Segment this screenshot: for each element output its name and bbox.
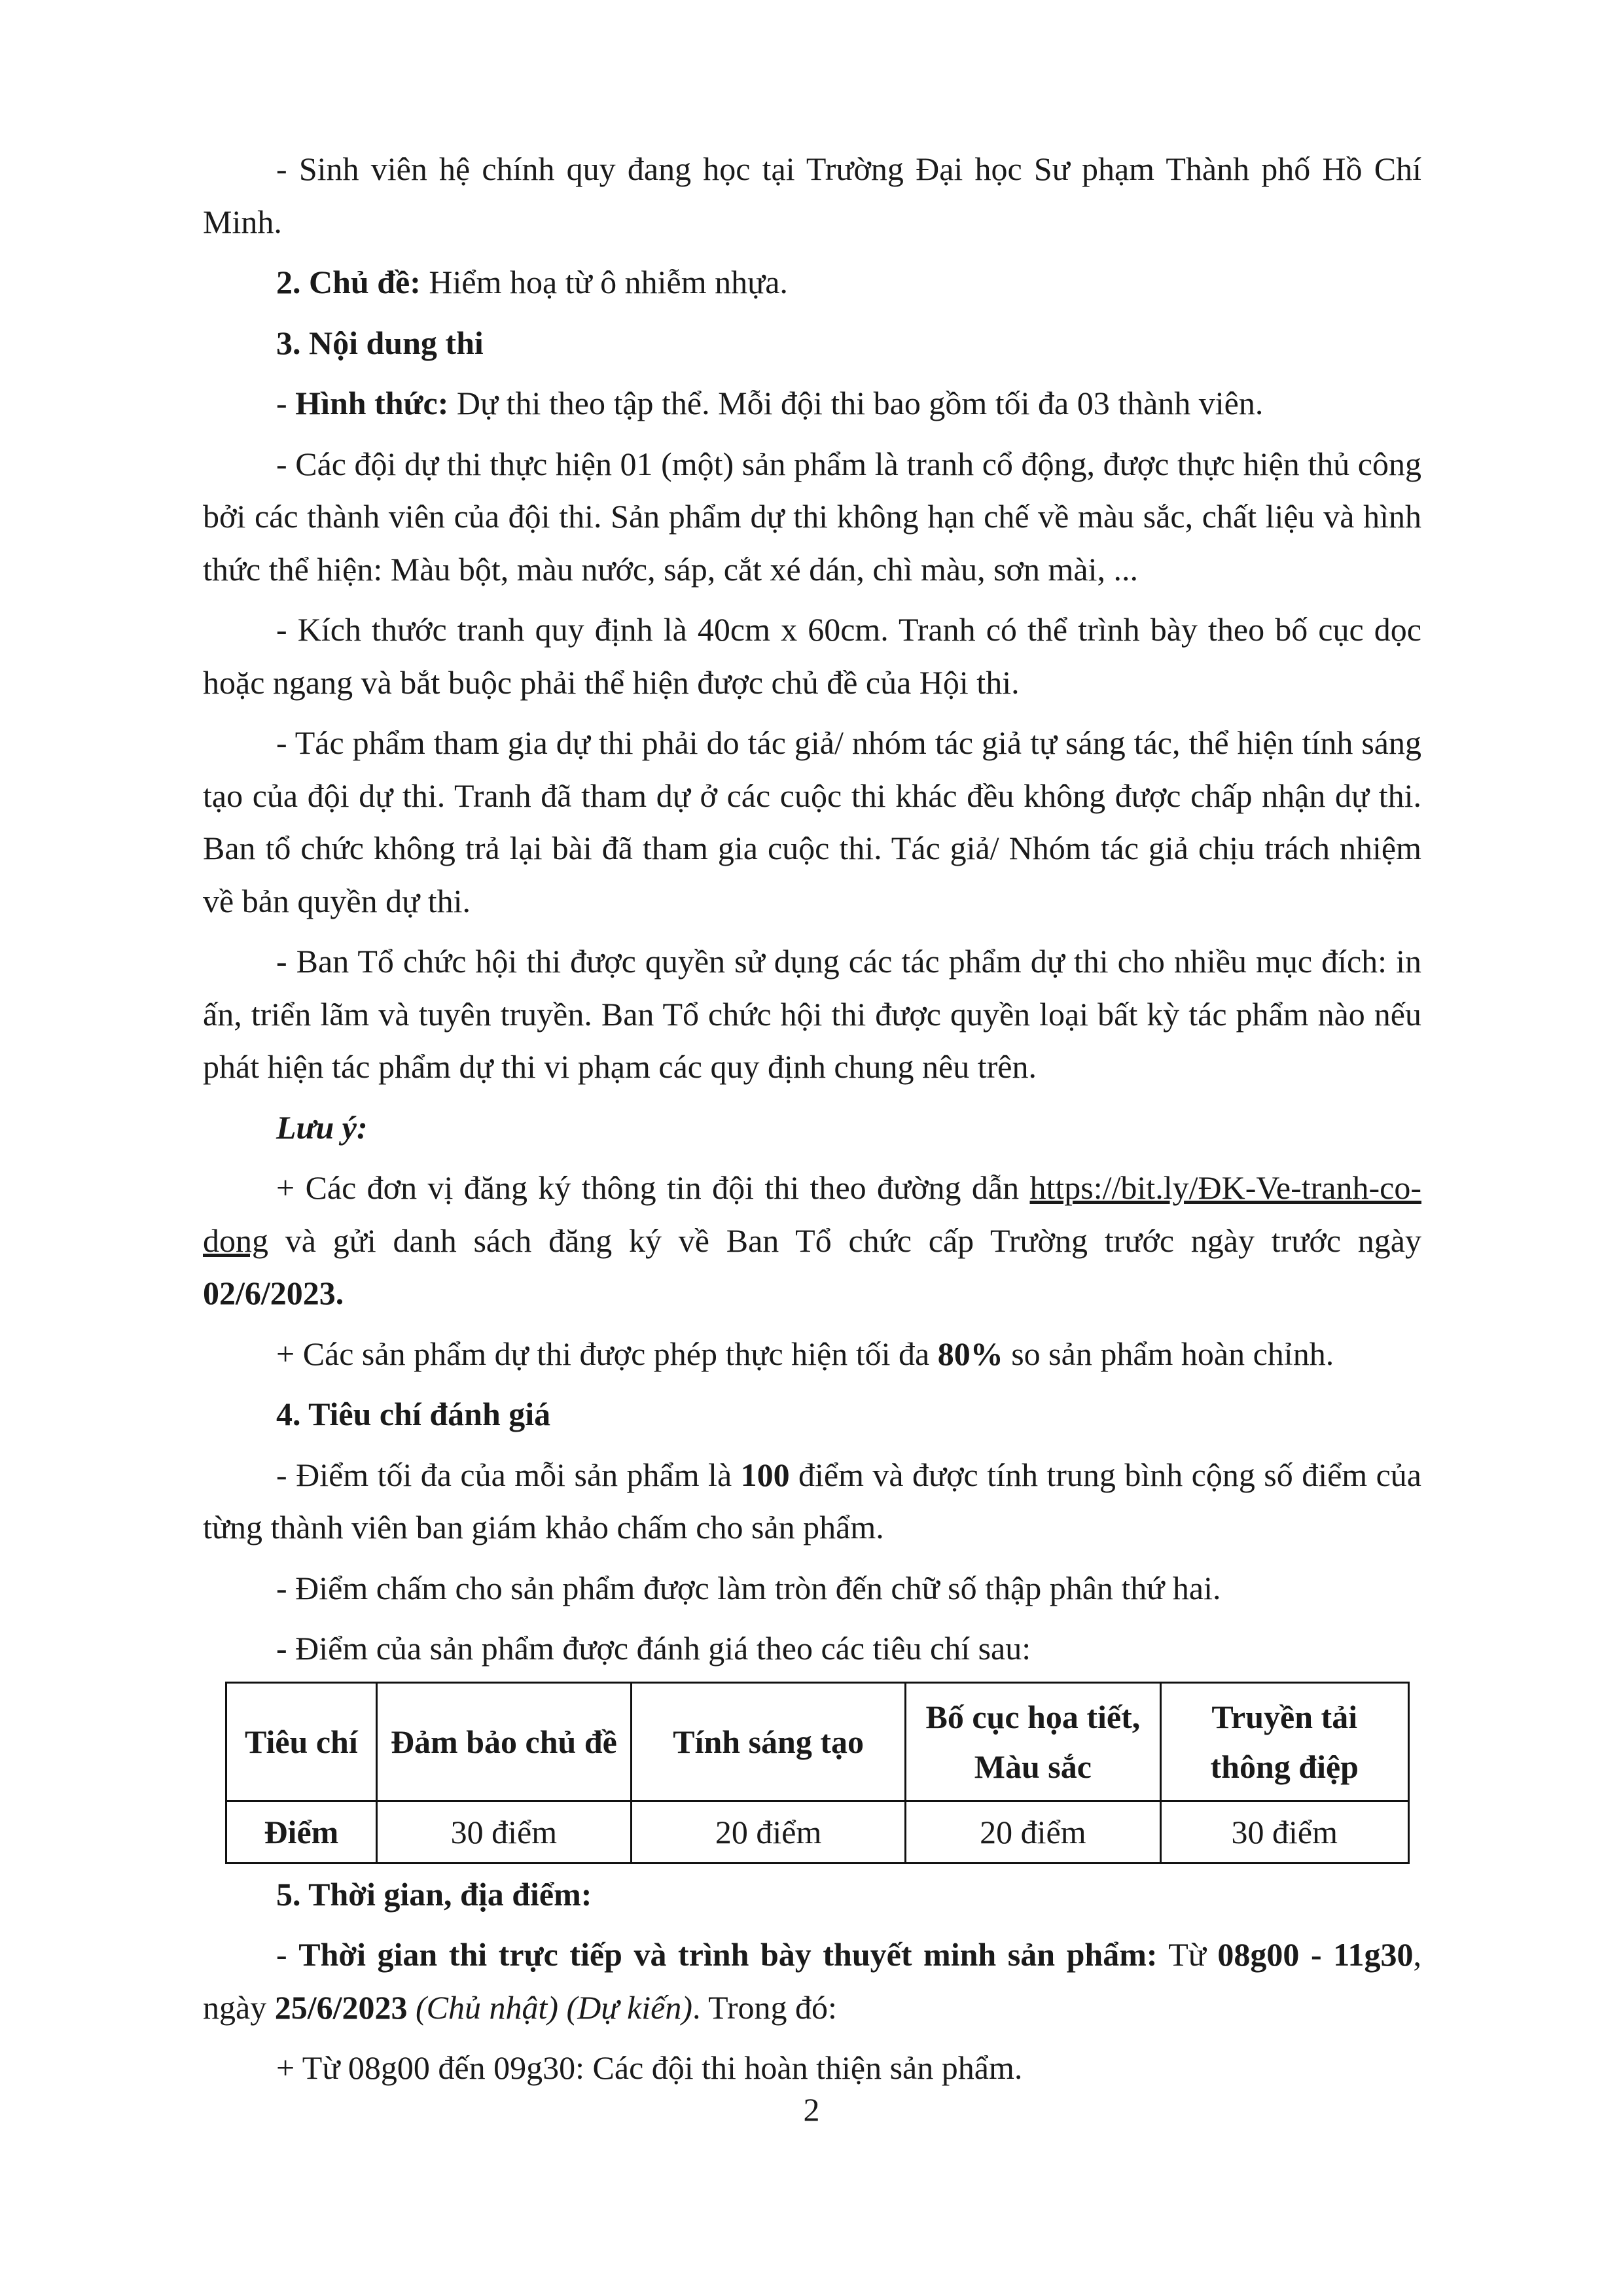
- topic-label: 2. Chủ đề:: [276, 264, 421, 300]
- section-4-heading: 4. Tiêu chí đánh giá: [276, 1396, 551, 1432]
- table-cell: 30 điểm: [376, 1801, 631, 1863]
- size-paragraph: - Kích thước tranh quy định là 40cm x 60cm. Tranh có thể trình bày theo bố cục dọc hoặc ngang và bắt buộc phải thể hiện được chủ đề của Hội thi.: [203, 611, 1421, 701]
- score-row-label: Điểm: [226, 1801, 377, 1863]
- note-registration: + Các đơn vị đăng ký thông tin đội thi theo đường dẫn https://bit.ly/ĐK-Ve-tranh-co-dong và gửi danh sách đăng ký về Ban Tổ chức cấp Trường trước ngày trước ngày 02/6/2023.: [203, 1169, 1421, 1311]
- table-header-cell: Đảm bảo chủ đề: [376, 1682, 631, 1801]
- criteria-intro-paragraph: - Điểm của sản phẩm được đánh giá theo các tiêu chí sau:: [276, 1630, 1031, 1667]
- table-cell: 20 điểm: [906, 1801, 1160, 1863]
- format-label: Hình thức:: [295, 385, 449, 421]
- table-header-cell: Tính sáng tạo: [632, 1682, 906, 1801]
- topic-text: Hiểm hoạ từ ô nhiễm nhựa.: [420, 264, 788, 300]
- section-5-heading: 5. Thời gian, địa điểm:: [276, 1875, 592, 1913]
- criteria-table: [225, 1682, 1410, 1864]
- deadline-date: 02/6/2023.: [203, 1275, 344, 1311]
- schedule-paragraph: - Thời gian thi trực tiếp và trình bày thuyết minh sản phẩm: Từ 08g00 - 11g30, ngày 25/6/2023 (Chủ nhật) (Dự kiến). Trong đó:: [203, 1936, 1421, 2026]
- eligibility-paragraph: - Sinh viên hệ chính quy đang học tại Trường Đại học Sư phạm Thành phố Hồ Chí Minh.: [203, 150, 1421, 240]
- table-cell: 30 điểm: [1160, 1801, 1408, 1863]
- table-cell: 20 điểm: [632, 1801, 906, 1863]
- table-header-cell: Tiêu chí: [226, 1682, 377, 1801]
- usage-rights-paragraph: - Ban Tổ chức hội thi được quyền sử dụng các tác phẩm dự thi cho nhiều mục đích: in ấn, triển lãm và tuyên truyền. Ban Tổ chức hội thi được quyền loại bất kỳ tác phẩm nào nếu phát hiện tác phẩm dự thi vi phạm các quy định chung nêu trên.: [203, 943, 1421, 1085]
- criteria-score-row: [226, 1801, 1409, 1863]
- document-body: [203, 143, 1421, 2094]
- product-paragraph: - Các đội dự thi thực hiện 01 (một) sản phẩm là tranh cổ động, được thực hiện thủ công bởi các thành viên của đội thi. Sản phẩm dự thi không hạn chế về màu sắc, chất liệu và hình thức thể hiện: Màu bột, màu nước, sáp, cắt xé dán, chì màu, sơn mài, ...: [203, 445, 1421, 588]
- topic-paragraph: [203, 256, 1421, 309]
- table-header-cell: Truyền tải thông điệp: [1160, 1682, 1408, 1801]
- section-3-heading: 3. Nội dung thi: [276, 324, 484, 361]
- schedule-time: 08g00 - 11g30: [1217, 1936, 1414, 1973]
- table-header-cell: Bố cục họa tiết, Màu sắc: [906, 1682, 1160, 1801]
- schedule-date: 25/6/2023: [274, 1988, 408, 2026]
- registration-link[interactable]: https://bit.ly/ĐK-Ve-tranh-co-dong: [203, 1169, 1421, 1259]
- note-heading: Lưu ý:: [276, 1108, 368, 1146]
- max-score-paragraph: - Điểm tối đa của mỗi sản phẩm là 100 điểm và được tính trung bình cộng số điểm của từng thành viên ban giám khảo chấm cho sản phẩm.: [203, 1456, 1421, 1545]
- max-score-value: 100: [740, 1456, 790, 1493]
- originality-paragraph: - Tác phẩm tham gia dự thi phải do tác giả/ nhóm tác giả tự sáng tác, thể hiện tính sáng tạo của đội dự thi. Tranh đã tham dự ở các cuộc thi khác đều không được chấp nhận dự thi. Ban tổ chức không trả lại bài đã tham gia cuộc thi. Tác giả/ Nhóm tác giả chịu trách nhiệm về bản quyền dự thi.: [203, 724, 1421, 919]
- format-paragraph: - Hình thức: Dự thi theo tập thể. Mỗi đội thi bao gồm tối đa 03 thành viên.: [276, 385, 1264, 421]
- criteria-header-row: [226, 1682, 1409, 1801]
- schedule-step-1: + Từ 08g00 đến 09g30: Các đội thi hoàn thiện sản phẩm.: [276, 2049, 1023, 2086]
- rounding-paragraph: - Điểm chấm cho sản phẩm được làm tròn đến chữ số thập phân thứ hai.: [276, 1569, 1221, 1606]
- completion-percent: 80%: [937, 1335, 1003, 1372]
- page-number: 2: [803, 2091, 820, 2128]
- note-completion: + Các sản phẩm dự thi được phép thực hiện tối đa 80% so sản phẩm hoàn chỉnh.: [276, 1335, 1334, 1372]
